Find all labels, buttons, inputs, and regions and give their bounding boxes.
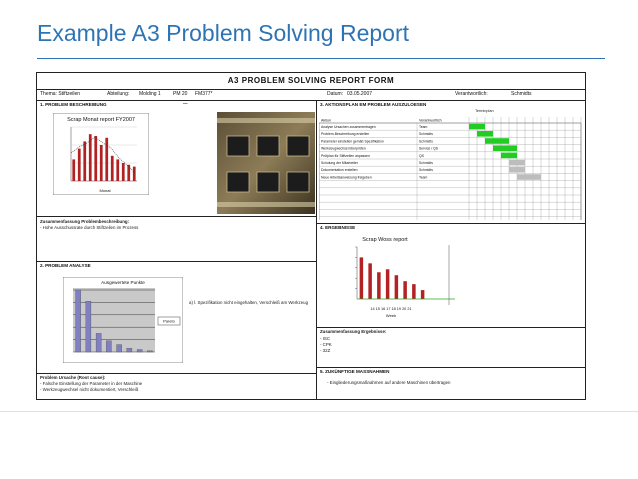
chart3-title: Scrap Woss report [362, 237, 408, 243]
chart1-bar [89, 134, 92, 181]
action-responsible: Team [419, 125, 428, 130]
gantt-bar [509, 160, 525, 166]
section-results: 4. ERGEBNISSE [320, 225, 356, 230]
gantt-bar [493, 145, 517, 151]
chart2-title: Ausgewertete Punkte [101, 280, 145, 285]
analysis-note: a) l. Spezifikation nicht eingehalten, Verschleiß am Werkzeug [189, 300, 309, 305]
slide-title: Example A3 Problem Solving Report [37, 20, 410, 46]
action-responsible: Schmidts [419, 168, 433, 173]
gantt-bar [517, 174, 541, 180]
chart3-bar [368, 263, 372, 299]
section-dash: — [183, 101, 188, 106]
chart2-bar [147, 351, 152, 352]
chart1-bar [72, 159, 75, 181]
problem-divider [37, 216, 316, 217]
chart2-bar [117, 345, 122, 352]
action-responsible: Service / QS [419, 146, 439, 151]
chart3-bar [360, 257, 364, 299]
chart2-legend: Pareto [163, 318, 175, 324]
root-cause-2: - Werkzeugwechsel nicht dokumentiert, Verschleiß [40, 387, 139, 392]
pareto-chart [63, 277, 183, 363]
gantt-bar [501, 153, 517, 159]
results-summary-divider [317, 327, 585, 328]
column-divider [316, 100, 317, 399]
chart1-bar [105, 138, 108, 181]
scrap-weekly-chart [327, 233, 467, 323]
chart1-title: Scrap Monat report FY2007 [67, 117, 135, 123]
action-responsible: Schmidts [419, 132, 433, 137]
chart3-bar [377, 272, 381, 299]
scrap-monthly-chart [53, 113, 149, 195]
gantt-bar [485, 138, 509, 144]
problem-summary-heading: Zusammenfassung Problembeschreibung: [40, 219, 130, 224]
root-cause-1: - Falsche Einstellung der Parameter in der Maschine [40, 381, 143, 386]
chart1-bar [78, 149, 81, 181]
chip-photo-illustration [217, 112, 315, 214]
action-responsible: Schmidts [419, 161, 433, 166]
action-item: Dokumentation erstellen [321, 168, 358, 173]
action-responsible: Team [419, 175, 428, 180]
action-item: Neue Arbeitsanweisung freigeben [321, 175, 372, 180]
chart1-bar [100, 145, 103, 181]
action-plan-table [319, 110, 583, 220]
gantt-bar [509, 167, 525, 173]
chart1-bar [133, 167, 136, 181]
responsible-col-header: Verantwortlich [419, 118, 442, 123]
gantt-bar [469, 124, 485, 130]
chart2-bar [96, 333, 101, 352]
section-problem-description: 1. PROBLEM BESCHREIBUNG [40, 102, 107, 107]
chart1-xlabel: Monat [99, 188, 111, 193]
results-summary-heading: Zusammenfassung Ergebnisse: [320, 329, 387, 334]
root-cause-heading: Problem Ursache (Root cause): [40, 375, 106, 380]
meta-date-value: 03.05.2007 [347, 91, 373, 97]
meta-dept-label: Abteilung: [107, 91, 130, 97]
title-rule [37, 58, 605, 59]
problem-summary-text: - Hohe Ausschussrate durch Stiftzeilen im Prozess [40, 225, 139, 230]
future-divider [317, 367, 585, 368]
results-item-1: - ISC [320, 336, 331, 341]
action-item: Werkzeugwechsel überprüfen [321, 146, 366, 151]
action-item: Problem-Beschreibung erstellen [321, 132, 370, 137]
chart2-bar [137, 350, 142, 352]
form-title: A3 PROBLEM SOLVING REPORT FORM [37, 73, 585, 90]
action-item: Prüfplan für Stiftzeilen anpassen [321, 153, 370, 158]
schedule-header: Terminplan [475, 109, 494, 113]
action-item: Schulung der Mitarbeiter [321, 161, 358, 166]
chart1-bar [116, 159, 119, 181]
chart3-bar [395, 275, 399, 299]
meta-code: FM377* [195, 91, 213, 97]
meta-date-label: Datum: [327, 91, 344, 97]
a3-report-form [36, 72, 586, 400]
chart1-bar [111, 156, 114, 181]
section-future-actions: 5. ZUKÜNFTIGE MASSNAHMEN [320, 369, 390, 374]
chart3-bar [386, 269, 390, 299]
chart2-bar [106, 341, 111, 352]
chart3-bar [403, 281, 407, 299]
chart1-bar [94, 136, 97, 181]
footer-rule [0, 411, 638, 412]
chart3-xticks: 14 15 16 17 18 19 20 21 [370, 307, 412, 311]
chart3-bar [421, 290, 425, 299]
chart2-bar [86, 301, 91, 352]
action-item: Analyse Ursachen zusammentragen [321, 125, 376, 130]
section-action-plan: 3. AKTIONSPLAN EM PROBLEM AUSZULOESEN [320, 102, 427, 107]
future-text: - Eingliederungsmaßnahmen auf andere Maschinen übertragen [327, 380, 451, 385]
results-divider [317, 223, 585, 224]
component-photo [217, 112, 315, 214]
chart1-bar [127, 165, 130, 181]
chart1-bar [122, 163, 125, 181]
results-item-2: - CPK [320, 342, 332, 347]
action-col-header: Aktion [321, 118, 331, 123]
gantt-bar [477, 131, 493, 137]
section-problem-analysis: 2. PROBLEM ANALYSE [40, 263, 91, 268]
meta-responsible-label: Verantwortlich: [455, 91, 488, 97]
cause-divider [37, 373, 316, 374]
action-responsible: QS [419, 153, 424, 158]
chart1-bar [83, 141, 86, 181]
meta-pm: PM 20 [173, 91, 188, 97]
meta-dept-value: Molding 1 [139, 91, 161, 97]
results-item-3: - 32Z [320, 348, 331, 353]
meta-rule [37, 100, 585, 101]
chart2-bar [127, 348, 132, 352]
meta-responsible-value: Schmidts [511, 91, 532, 97]
meta-topic: Thema: Stiftzeilen [40, 91, 81, 97]
action-responsible: Schmidts [419, 139, 433, 144]
analysis-divider [37, 261, 316, 262]
chart3-bar [412, 284, 416, 299]
action-item: Parameter einstellen gemäß Spezifikation [321, 139, 384, 144]
action-table-border [319, 123, 581, 220]
chart3-xlabel: Week [385, 313, 397, 318]
chart2-bar [76, 290, 81, 352]
